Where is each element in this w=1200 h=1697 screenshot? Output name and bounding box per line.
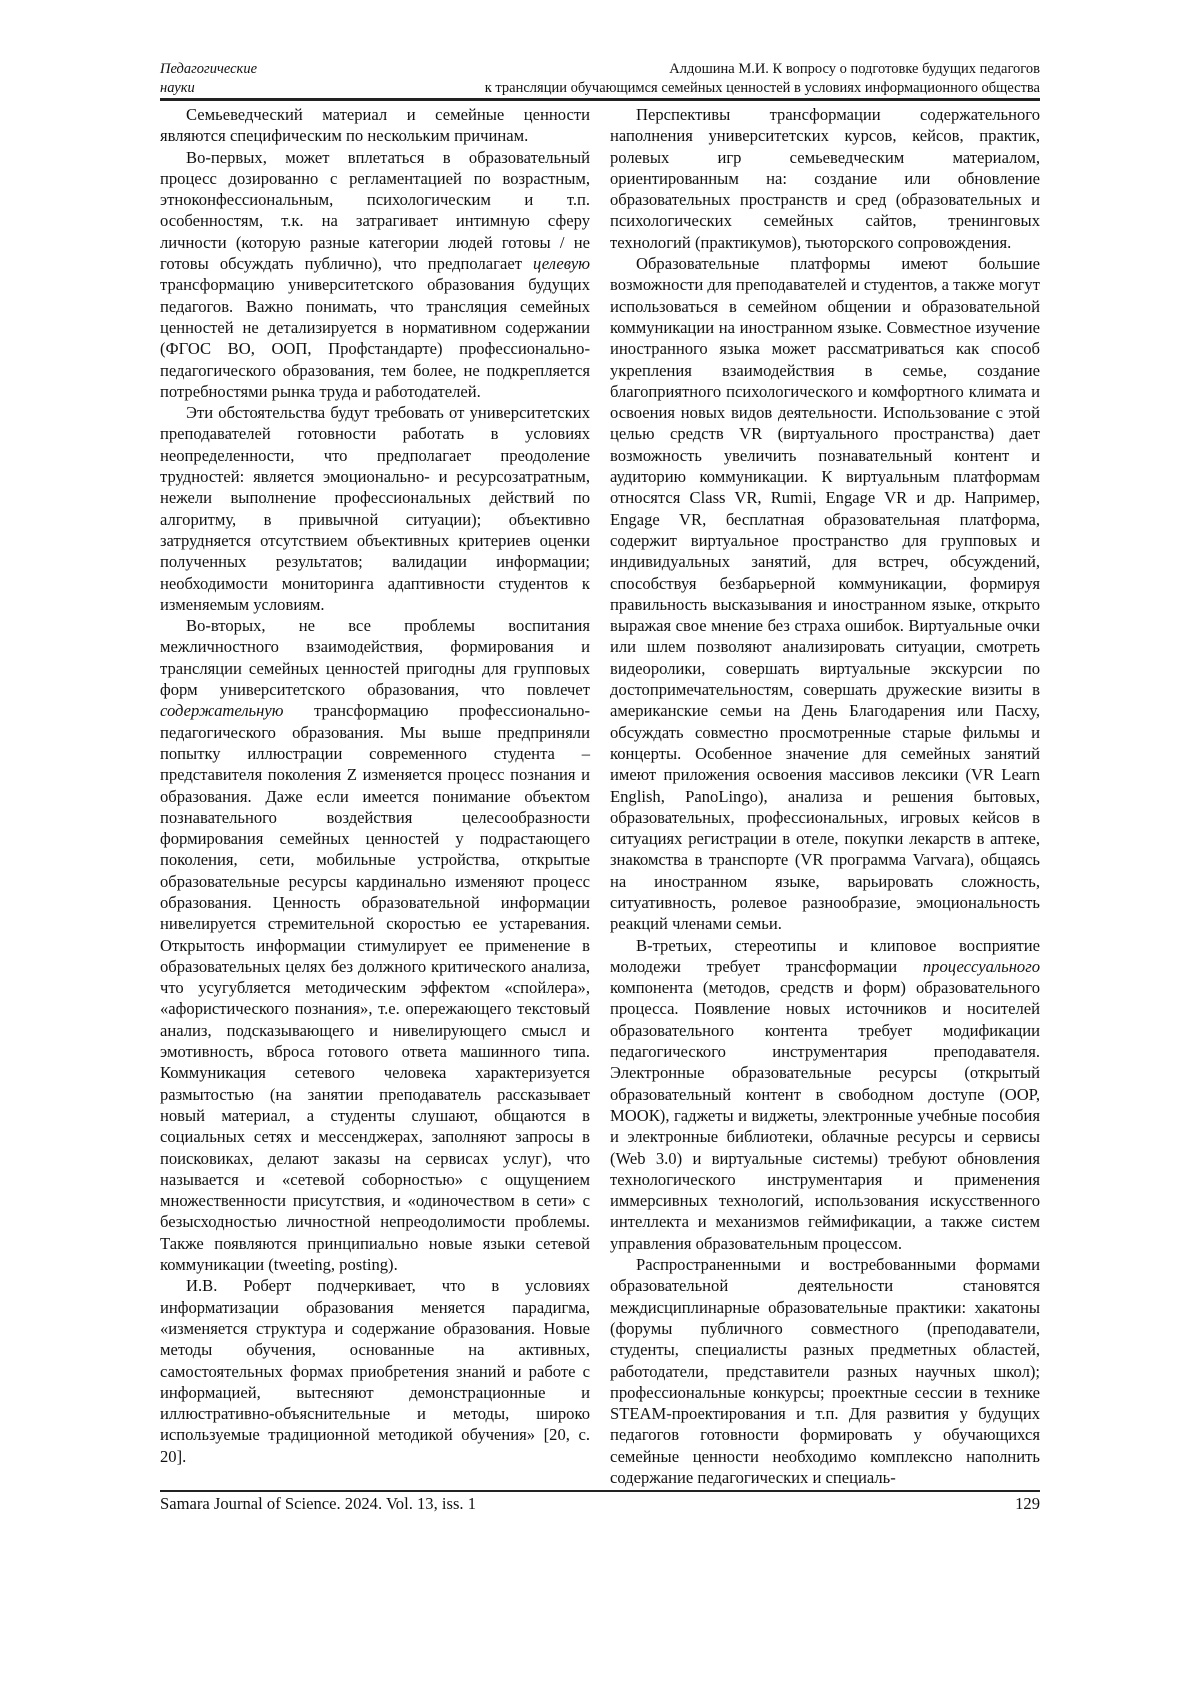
- section-label: Педагогические науки: [160, 60, 290, 98]
- paragraph: Семьеведческий материал и семейные ценности являются специфическим по нескольким причинам.: [160, 104, 590, 147]
- emphasis: процессуального: [923, 957, 1040, 976]
- emphasis: целевую: [533, 254, 590, 273]
- header-title-line-2: к трансляции обучающимся семейных ценностей в условиях информационного общества: [485, 79, 1040, 98]
- journal-citation: Samara Journal of Science. 2024. Vol. 13, iss. 1: [160, 1494, 476, 1514]
- header-title-line-1: Алдошина М.И. К вопросу о подготовке будущих педагогов: [485, 60, 1040, 79]
- paragraph: Образовательные платформы имеют большие возможности для преподавателей и студентов, а также могут использоваться в семейном общении и образовательной коммуникации на иностранном языке. Совместное изучение иностранного языка может рассматриваться как способ укрепления взаимодействия в семье, создание благоприятного психологического и комфортного климата и освоения новых видов деятельности. Использование с этой целью средств VR (виртуального пространства) дает возможность увеличить познавательный контент и аудиторию коммуникации. К виртуальным платформам относятся Class VR, Rumii, Engage VR и др. Например, Engage VR, бесплатная образовательная платформа, содержит виртуальное пространство для групповых и индивидуальных занятий, для встреч, обсуждений, способствуя безбарьерной коммуникации, формируя правильность высказывания и иностранном языке, открыто выражая свое мнение без страха ошибок. Виртуальные очки или шлем позволяют анализировать ситуации, смотреть видеоролики, совершать виртуальные экскурсии по достопримечательностям, совершать дружеские визиты в американские семьи на День Благодарения или Пасху, обсуждать совместно просмотренные старые фильмы и концерты. Особенное значение для семейных занятий имеют приложения освоения массивов лексики (VR Learn English, PanoLingo), анализа и решения бытовых, образовательных, профессиональных, игровых кейсов в ситуациях регистрации в отеле, покупки лекарств в аптеке, знакомства в транспорте (VR программа Varvara), общаясь на иностранном языке, варьировать сложность, ситуативность, ролевое разнообразие, эмоциональность реакций членами семьи.: [610, 253, 1040, 935]
- emphasis: содержательную: [160, 701, 283, 720]
- paragraph: Перспективы трансформации содержательного наполнения университетских курсов, кейсов, практик, ролевых игр семьеведческим материалом, ориентированным на: создание или обновление образовательных пространств и сред (образовательных и психологических семейных сайтов, тренинговых технологий (практикумов), тьюторского сопровождения.: [610, 104, 1040, 253]
- footer-rule: [160, 1490, 1040, 1492]
- running-header: [160, 60, 1040, 101]
- paragraph: Во-первых, может вплетаться в образовательный процесс дозированно с регламентацией по возрастным, этноконфессиональным, психологическим и т.п. особенностям, т.к. на затрагивает интимную сферу личности (которую разные категории людей готовы / не готовы обсуждать публично), что предполагает целевую трансформацию университетского образования будущих педагогов. Важно понимать, что трансляция семейных ценностей не детализируется в нормативном содержании (ФГОС ВО, ООП, Профстандарте) профессионально-педагогического образования, тем более, не подкрепляется потребностями рынка труда и работодателей.: [160, 147, 590, 403]
- paragraph: Эти обстоятельства будут требовать от университетских преподавателей готовности работать в условиях неопределенности, что предполагает преодоление трудностей: является эмоционально- и ресурсозатратным, нежели выполнение профессиональных действий по алгоритму, в привычной ситуации); объективно затрудняется отсутствием объективных критериев оценки полученных результатов; валидации информации; необходимости мониторинга адаптивности студентов к изменяемым условиям.: [160, 402, 590, 615]
- page-number: 129: [1015, 1494, 1040, 1514]
- paragraph: В-третьих, стереотипы и клиповое восприятие молодежи требует трансформации процессуального компонента (методов, средств и форм) образовательного процесса. Появление новых источников и носителей образовательного контента требует модификации педагогического инструментария преподавателя. Электронные образовательные ресурсы (открытый образовательный контент в свободном доступе (ООР, МООК), гаджеты и виджеты, электронные учебные пособия и электронные библиотеки, облачные ресурсы и сервисы (Web 3.0) и виртуальные системы) требуют обновления технологического инструментария и применения иммерсивных технологий, использования искусственного интеллекта и механизмов геймификации, а также систем управления образовательным процессом.: [610, 935, 1040, 1254]
- article-body: [160, 104, 1040, 1490]
- paragraph: Распространенными и востребованными формами образовательной деятельности становятся междисциплинарные образовательные практики: хакатоны (форумы публичного совместного (преподаватели, студенты, специалисты разных предметных областей, работодатели, представители разных научных школ); профессиональные конкурсы; проектные сессии в технике STEAM-проектирования и т.п. Для развития у будущих педагогов готовности формировать у обучающихся семейные ценности необходимо комплексно наполнить содержание педагогических и специаль-: [610, 1254, 1040, 1488]
- paragraph: Во-вторых, не все проблемы воспитания межличностного взаимодействия, формирования и трансляции семейных ценностей пригодны для групповых форм университетского образования, что повлечет содержательную трансформацию профессионально-педагогического образования. Мы выше предприняли попытку иллюстрации современного студента – представителя поколения Z изменяется процесс познания и образования. Даже если имеется понимание объектом познавательного воздействия целесообразности формирования семейных ценностей у подрастающего поколения, сети, мобильные устройства, открытые образовательные ресурсы кардинально изменяют процесс образования. Ценность образовательной информации нивелируется стремительной скоростью ее устаревания. Открытость информации стимулирует ее применение в образовательных целях без должного критического анализа, что усугубляется методическим эффектом «спойлера», «афористического познания», т.е. опережающего текстовый анализ, подсказывающего и нивелирующего смысл и эмотивность, вброса готового ответа машинного типа. Коммуникация сетевого человека характеризуется размытостью (на занятии преподаватель рассказывает новый материал, а студенты слушают, общаются в социальных сетях и мессенджерах, заполняют запросы в поисковиках, делают заказы на сервисах услуг), что называется и «сетевой соборностью» с ощущением множественности присутствия, и «одиночеством в сети» с безысходностью личностной непреодолимости проблемы. Также появляются принципиально новые языки сетевой коммуникации (tweeting, posting).: [160, 615, 590, 1275]
- paragraph: И.В. Роберт подчеркивает, что в условиях информатизации образования меняется парадигма, «изменяется структура и содержание образования. Новые методы обучения, основанные на активных, самостоятельных формах приобретения знаний и работе с информацией, вытесняют демонстрационные и иллюстративно-объяснительные и методы, широко используемые традиционной методикой обучения» [20, с. 20].: [160, 1275, 590, 1467]
- article-title-header: [485, 60, 1040, 98]
